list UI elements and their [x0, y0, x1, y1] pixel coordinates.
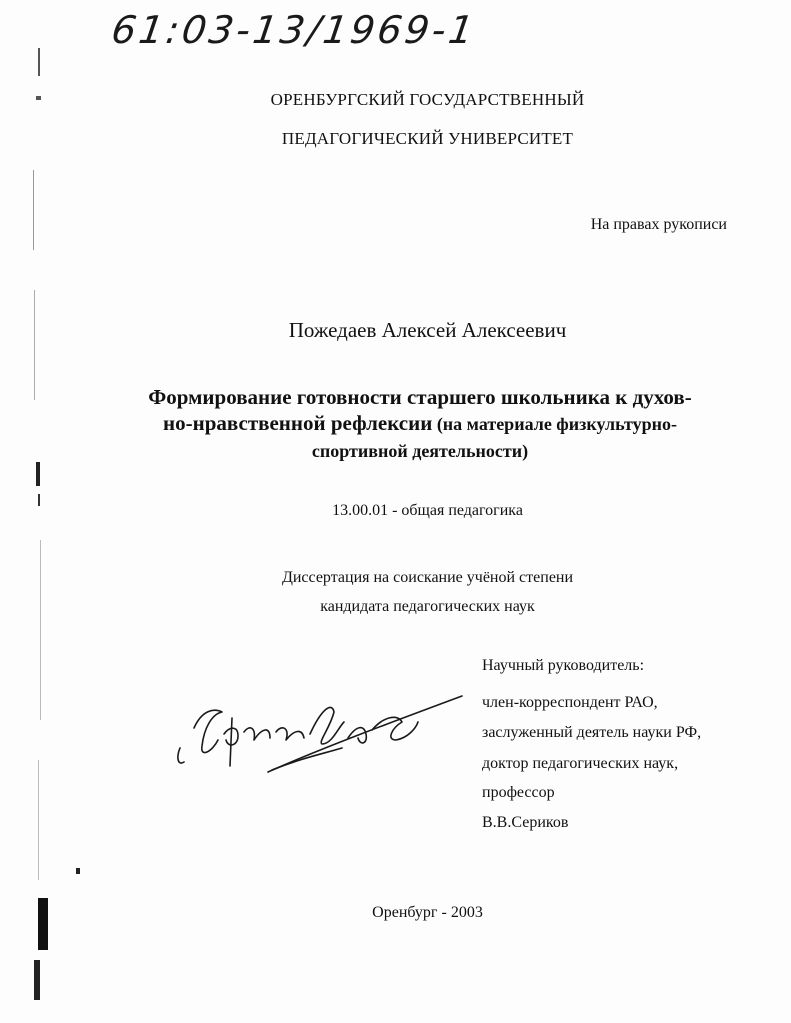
- university-line-2: ПЕДАГОГИЧЕСКИЙ УНИВЕРСИТЕТ: [281, 129, 574, 148]
- margin-mark: [76, 868, 80, 874]
- rights-note: На правах рукописи: [590, 216, 727, 233]
- margin-mark: [36, 462, 40, 486]
- archive-code-handwritten: 61:03-13/1969-1: [108, 8, 480, 52]
- city-year: Оренбург - 2003: [372, 904, 483, 921]
- specialty-code: 13.00.01 - общая педагогика: [332, 502, 523, 519]
- margin-mark: [34, 290, 35, 400]
- signature-scribble: [172, 688, 472, 784]
- supervisor-line: профессор: [482, 784, 555, 801]
- margin-mark: [33, 170, 34, 250]
- author-name: Пожедаев Алексей Алексеевич: [288, 318, 567, 342]
- title-line-2-sub: (на материале физкультурно-: [432, 414, 677, 434]
- university-line-1: ОРЕНБУРГСКИЙ ГОСУДАРСТВЕННЫЙ: [270, 90, 585, 109]
- title-line-1: Формирование готовности старшего школьника к духов-: [148, 385, 692, 409]
- margin-mark: [40, 540, 41, 720]
- degree-line-1: Диссертация на соискание учёной степени: [281, 569, 574, 586]
- title-line-3: спортивной деятельности): [311, 441, 529, 461]
- supervisor-line: член-корреспондент РАО,: [482, 694, 658, 711]
- supervisor-line: доктор педагогических наук,: [482, 755, 679, 772]
- supervisor-line: В.В.Сериков: [482, 814, 569, 831]
- dissertation-title: [120, 384, 720, 464]
- supervisor-heading: Научный руководитель:: [482, 657, 645, 674]
- title-line-2-main: но-нравственной рефлексии: [163, 411, 433, 435]
- degree-line-2: кандидата педагогических наук: [320, 598, 535, 615]
- margin-mark: [38, 48, 40, 76]
- margin-mark: [34, 960, 40, 1000]
- supervisor-line: заслуженный деятель науки РФ,: [482, 724, 702, 741]
- margin-mark: [38, 760, 39, 880]
